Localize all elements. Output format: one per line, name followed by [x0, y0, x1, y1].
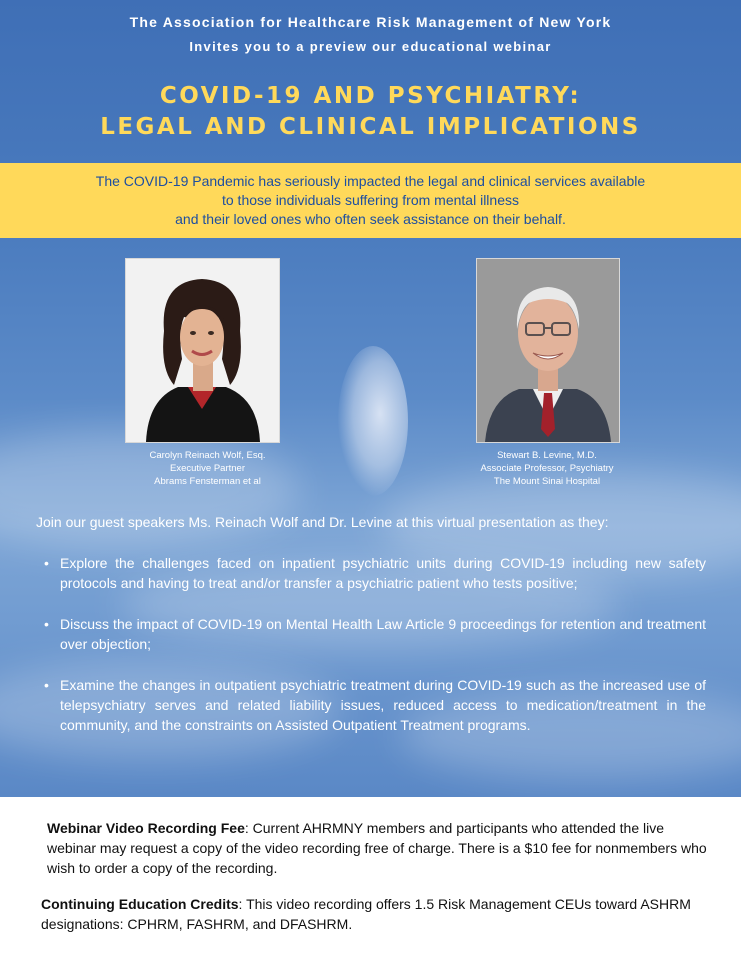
- topic-text: Discuss the impact of COVID-19 on Mental Health Law Article 9 proceedings for retention and treatment over objection;: [60, 616, 706, 652]
- recording-fee-label: Webinar Video Recording Fee: [47, 820, 245, 836]
- ce-credits-label: Continuing Education Credits: [41, 896, 239, 912]
- page-title-line-1: COVID-19 AND PSYCHIATRY:: [159, 83, 582, 109]
- bullet-icon: •: [44, 677, 49, 693]
- intro-text: Join our guest speakers Ms. Reinach Wolf and Dr. Levine at this virtual presentation as they:: [36, 514, 609, 530]
- invitation-line: Invites you to a preview our educational webinar: [189, 39, 552, 54]
- portrait-woman-illustration: [126, 259, 279, 442]
- speaker-name: Carolyn Reinach Wolf, Esq.: [149, 450, 266, 461]
- page-title-line-2: LEGAL AND CLINICAL IMPLICATIONS: [100, 114, 641, 140]
- topic-text: Explore the challenges faced on inpatient psychiatric units during COVID-19 including new safety protocols and having to treat and/or transfer a psychiatric patient who tests positive;: [60, 555, 706, 591]
- speaker-caption-levine: [442, 449, 652, 488]
- speaker-photo-wolf: [125, 258, 280, 443]
- banner-line: The COVID-19 Pandemic has seriously impacted the legal and clinical services available: [95, 173, 646, 189]
- recording-fee-text: : Current AHRMNY members and participants who attended the live webinar may request a copy of the video recording free of charge. There is a $10 fee for nonmembers who wish to order a copy of the recording.: [47, 820, 707, 876]
- ce-credits-text: : This video recording offers 1.5 Risk Management CEUs toward ASHRM designations: CPHRM, FASHRM, and DFASHRM.: [41, 896, 691, 932]
- bullet-icon: •: [44, 555, 49, 571]
- cloud-decoration: [0, 430, 300, 550]
- summary-banner: [0, 163, 741, 238]
- speaker-role: Associate Professor, Psychiatry: [480, 463, 614, 474]
- banner-line: and their loved ones who often seek assistance on their behalf.: [175, 211, 566, 227]
- speaker-organization: The Mount Sinai Hospital: [493, 476, 601, 487]
- topic-list: [44, 553, 706, 756]
- topic-item: [44, 553, 706, 593]
- recording-fee-paragraph: [47, 818, 715, 878]
- moon-image: [338, 346, 408, 496]
- ce-credits-paragraph: [41, 894, 709, 934]
- speaker-caption-wolf: [120, 449, 295, 488]
- speaker-role: Executive Partner: [170, 463, 245, 474]
- bullet-icon: •: [44, 616, 49, 632]
- topic-text: Examine the changes in outpatient psychiatric treatment during COVID-19 such as the increased use of telepsychiatry serves and related liability issues, reduced access to medication/treatment in the community, and the constraints on Assisted Outpatient Treatment programs.: [60, 677, 706, 733]
- organization-name: The Association for Healthcare Risk Management of New York: [129, 14, 612, 30]
- topic-item: [44, 614, 706, 654]
- topic-item: [44, 675, 706, 735]
- portrait-man-illustration: [477, 259, 619, 442]
- speaker-name: Stewart B. Levine, M.D.: [497, 450, 597, 461]
- banner-text: [0, 172, 741, 229]
- speaker-photo-levine: [476, 258, 620, 443]
- speaker-organization: Abrams Fensterman et al: [154, 476, 261, 487]
- banner-line: to those individuals suffering from mental illness: [221, 192, 519, 208]
